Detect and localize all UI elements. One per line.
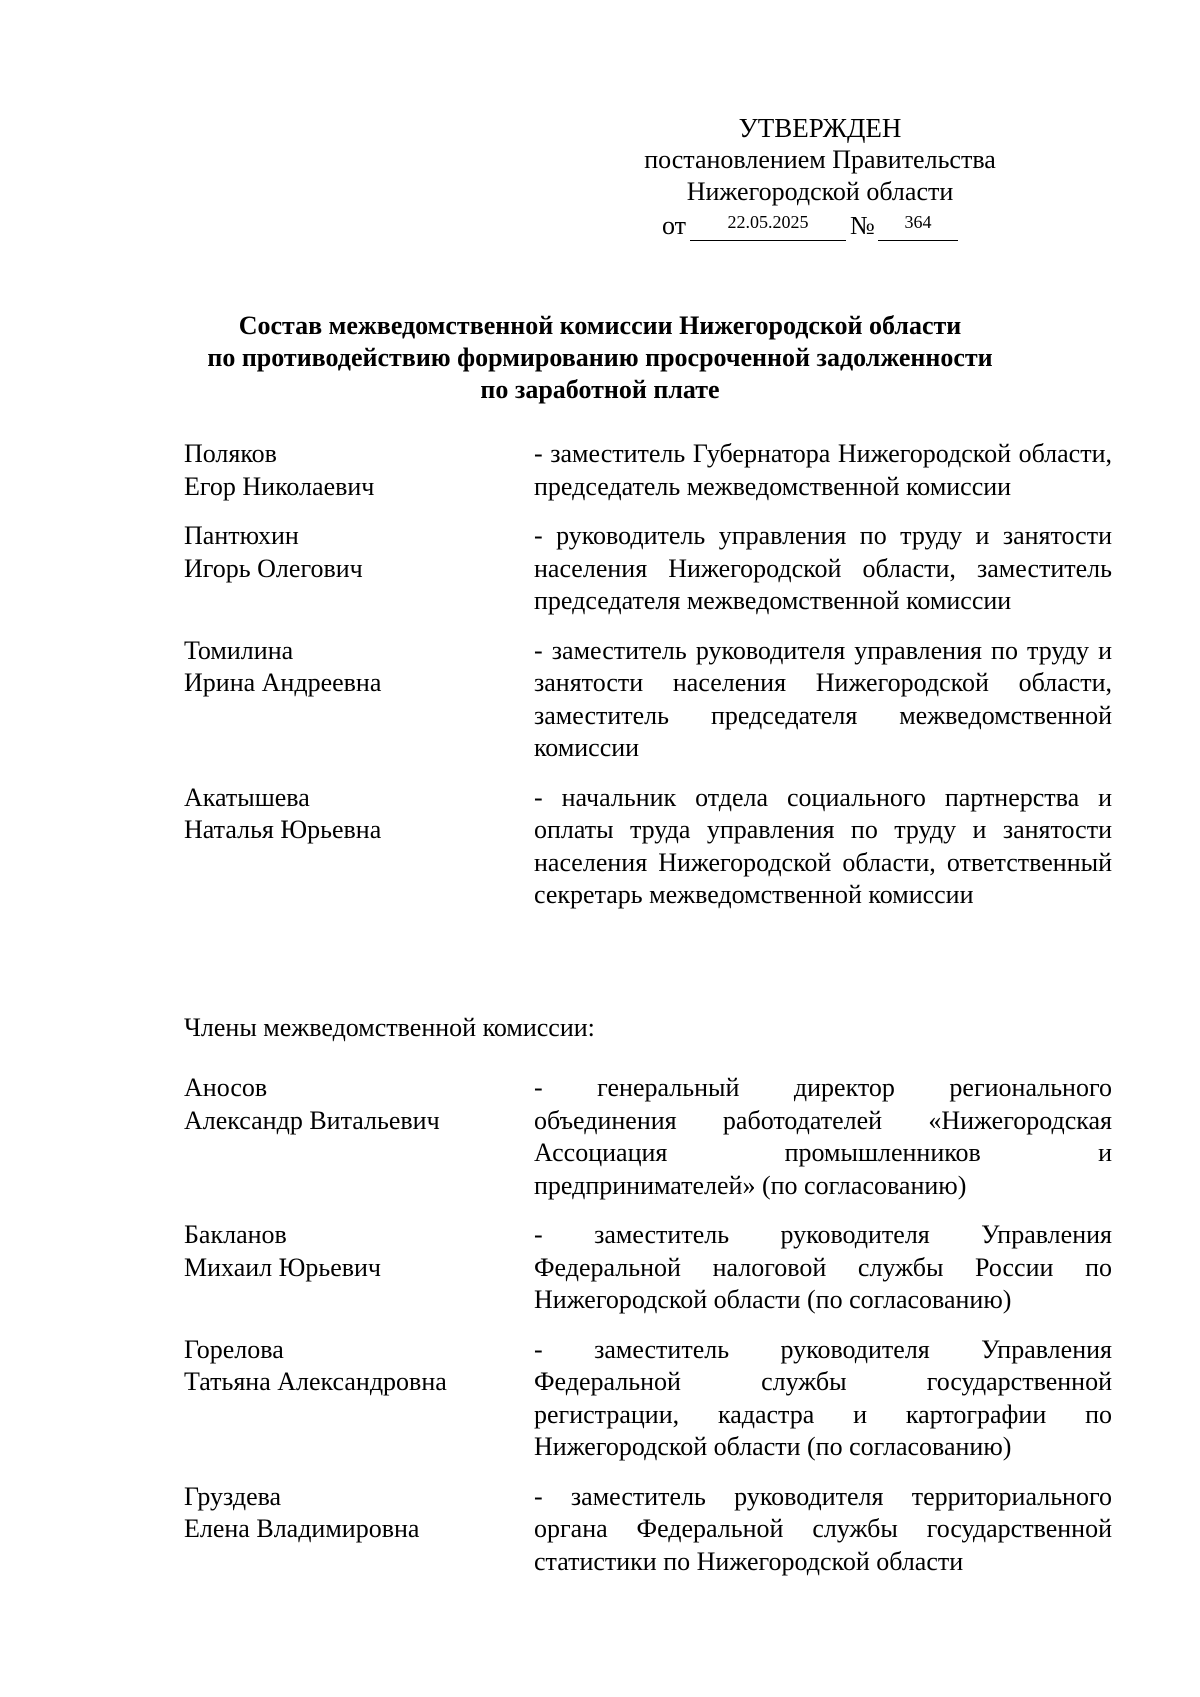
approval-line-2: Нижегородской области bbox=[686, 177, 954, 206]
document-title bbox=[160, 310, 1040, 406]
members-list bbox=[184, 1072, 1112, 1595]
title-line-3: по заработной плате bbox=[480, 375, 720, 404]
approval-block bbox=[600, 112, 1040, 244]
member-given-name: Александр Витальевич bbox=[184, 1105, 440, 1135]
list-item bbox=[184, 1481, 1112, 1579]
member-name bbox=[184, 1481, 514, 1579]
member-given-name: Михаил Юрьевич bbox=[184, 1252, 382, 1282]
members-section-label: Члены межведомственной комиссии: bbox=[184, 1013, 595, 1042]
member-name bbox=[184, 520, 514, 618]
decree-date: 22.05.2025 bbox=[690, 210, 846, 241]
member-given-name: Игорь Олегович bbox=[184, 553, 363, 583]
member-role: - заместитель Губернатора Нижегородской области, председатель межведомственной комиссии bbox=[534, 439, 1112, 501]
member-name bbox=[184, 635, 514, 765]
member-role: - руководитель управления по труду и занятости населения Нижегородской области, заместитель председателя межведомственной комиссии bbox=[534, 521, 1112, 615]
title-line-2: по противодействию формированию просроченной задолженности bbox=[207, 343, 993, 372]
number-prefix: № bbox=[850, 211, 875, 240]
title-line-1: Состав межведомственной комиссии Нижегородской области bbox=[238, 311, 962, 340]
approval-line-1: постановлением Правительства bbox=[644, 145, 996, 174]
member-surname: Томилина bbox=[184, 635, 294, 665]
member-name bbox=[184, 438, 514, 503]
member-surname: Пантюхин bbox=[184, 521, 299, 550]
member-name bbox=[184, 1334, 514, 1464]
member-role: - генеральный директор регионального объединения работодателей «Нижегородская Ассоциация промышленников и предпринимателей» (по согласованию) bbox=[534, 1073, 1112, 1200]
member-given-name: Егор Николаевич bbox=[184, 471, 375, 501]
member-surname: Груздева bbox=[184, 1481, 282, 1511]
member-role: - заместитель руководителя Управления Федеральной службы государственной регистрации, кадастра и картографии по Нижегородской области (по согласованию) bbox=[534, 1334, 1112, 1461]
list-item bbox=[184, 1334, 1112, 1464]
decree-number: 364 bbox=[878, 210, 958, 241]
member-given-name: Елена Владимировна bbox=[184, 1514, 420, 1543]
date-prefix: от bbox=[662, 211, 687, 240]
member-given-name: Ирина Андреевна bbox=[184, 668, 382, 697]
list-item bbox=[184, 635, 1112, 765]
member-given-name: Наталья Юрьевна bbox=[184, 815, 382, 844]
member-surname: Поляков bbox=[184, 439, 277, 468]
list-item bbox=[184, 438, 1112, 503]
member-surname: Акатышева bbox=[184, 782, 310, 812]
member-role: - заместитель руководителя Управления Федеральной налоговой службы России по Нижегородской области (по согласованию) bbox=[534, 1220, 1112, 1314]
approval-heading: УТВЕРЖДЕН bbox=[738, 113, 902, 143]
list-item bbox=[184, 1072, 1112, 1202]
leadership-list bbox=[184, 438, 1112, 929]
member-surname: Горелова bbox=[184, 1334, 284, 1364]
list-item bbox=[184, 1219, 1112, 1317]
list-item bbox=[184, 782, 1112, 912]
member-surname: Аносов bbox=[184, 1073, 268, 1102]
member-name bbox=[184, 1072, 514, 1202]
member-role: - заместитель руководителя управления по труду и занятости населения Нижегородской области, заместитель председателя межведомственной комиссии bbox=[534, 635, 1112, 762]
registration-line bbox=[600, 210, 1040, 244]
member-name bbox=[184, 1219, 514, 1317]
member-given-name: Татьяна Александровна bbox=[184, 1367, 447, 1396]
member-role: - заместитель руководителя территориального органа Федеральной службы государственной статистики по Нижегородской области bbox=[534, 1481, 1112, 1576]
list-item bbox=[184, 520, 1112, 618]
member-role: - начальник отдела социального партнерства и оплаты труда управления по труду и занятости населения Нижегородской области, ответственный секретарь межведомственной комиссии bbox=[534, 782, 1112, 909]
member-name bbox=[184, 782, 514, 912]
member-surname: Бакланов bbox=[184, 1220, 287, 1249]
